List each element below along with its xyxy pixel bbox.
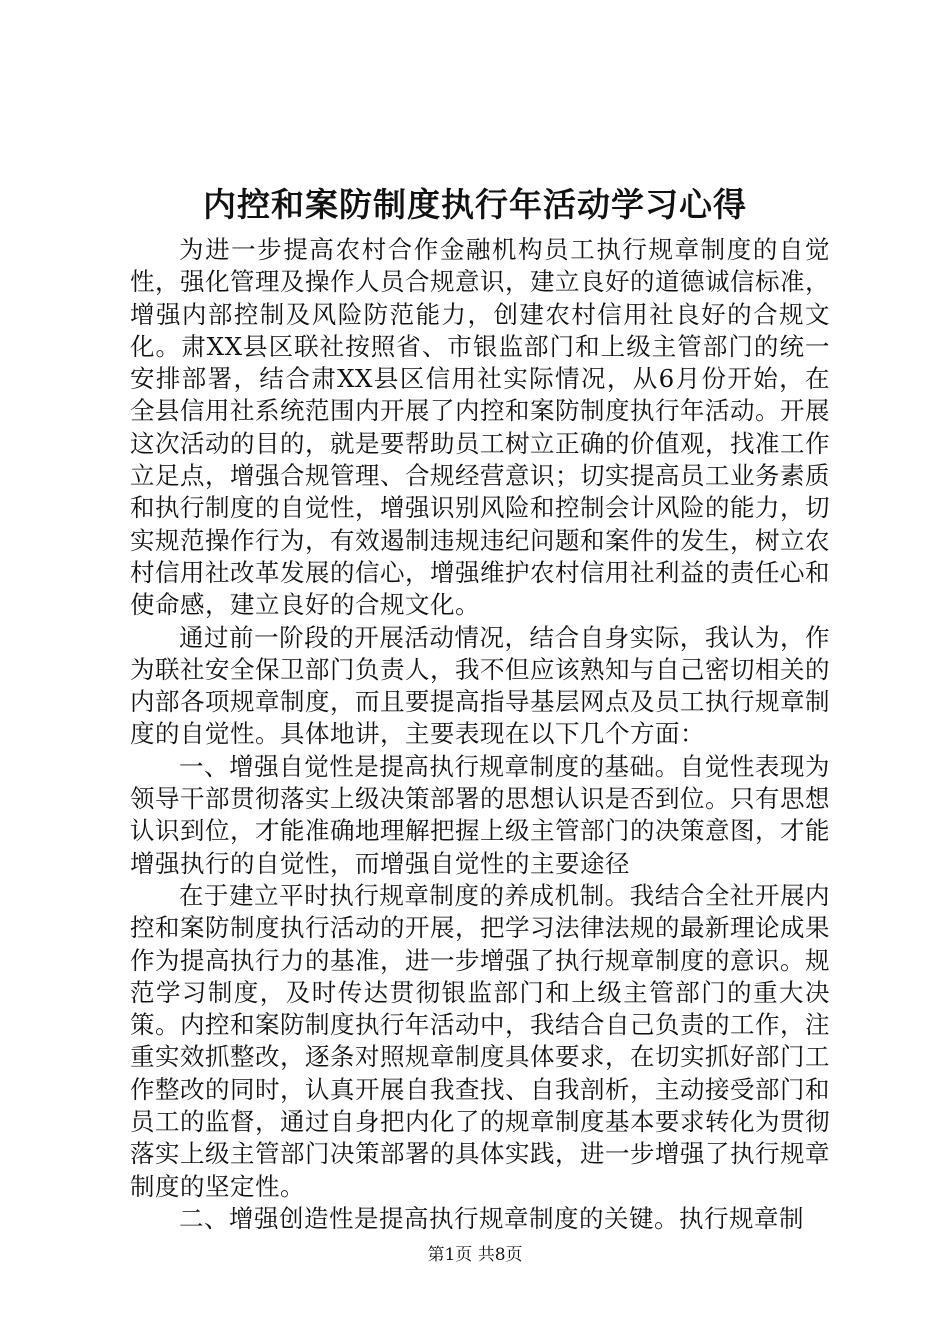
document-body xyxy=(130,234,830,1235)
paragraph-overview: 通过前一阶段的开展活动情况，结合自身实际，我认为，作为联社安全保卫部门负责人，我不但应该熟知与自己密切相关的内部各项规章制度，而且要提高指导基层网点及员工执行规章制度的自觉性。具体地讲，主要表现在以下几个方面： xyxy=(130,622,830,749)
document-title: 内控和案防制度执行年活动学习心得 xyxy=(203,185,747,224)
paragraph-point-two: 二、增强创造性是提高执行规章制度的关键。执行规章制 xyxy=(179,1203,804,1233)
paragraph-intro: 为进一步提高农村合作金融机构员工执行规章制度的自觉性，强化管理及操作人员合规意识，建立良好的道德诚信标准，增强内部控制及风险防范能力，创建农村信用社良好的合规文化。肃XX县区联社按照省、市银监部门和上级主管部门的统一安排部署，结合肃XX县区信用社实际情况，从6月份开始，在全县信用社系统范围内开展了内控和案防制度执行年活动。开展这次活动的目的，就是要帮助员工树立正确的价值观，找准工作立足点，增强合规管理、合规经营意识；切实提高员工业务素质和执行制度的自觉性，增强识别风险和控制会计风险的能力，切实规范操作行为，有效遏制违规违纪问题和案件的发生，树立农村信用社改革发展的信心，增强维护农村信用社利益的责任心和使命感，建立良好的合规文化。 xyxy=(130,235,830,620)
paragraph-point-one: 一、增强自觉性是提高执行规章制度的基础。自觉性表现为领导干部贯彻落实上级决策部署的思想认识是否到位。只有思想认识到位，才能准确地理解把握上级主管部门的决策意图，才能增强执行的自觉性，而增强自觉性的主要途径 xyxy=(130,751,830,878)
paragraph-point-one-continued: 在于建立平时执行规章制度的养成机制。我结合全社开展内控和案防制度执行活动的开展，把学习法律法规的最新理论成果作为提高执行力的基准，进一步增强了执行规章制度的意识。规范学习制度，及时传达贯彻银监部门和上级主管部门的重大决策。内控和案防制度执行年活动中，我结合自己负责的工作，注重实效抓整改，逐条对照规章制度具体要求，在切实抓好部门工作整改的同时，认真开展自我查找、自我剖析，主动接受部门和员工的监督，通过自身把内化了的规章制度基本要求转化为贯彻落实上级主管部门决策部署的具体实践，进一步增强了执行规章制度的坚定性。 xyxy=(130,880,830,1201)
page-number-footer: 第1页 共8页 xyxy=(427,1245,523,1265)
